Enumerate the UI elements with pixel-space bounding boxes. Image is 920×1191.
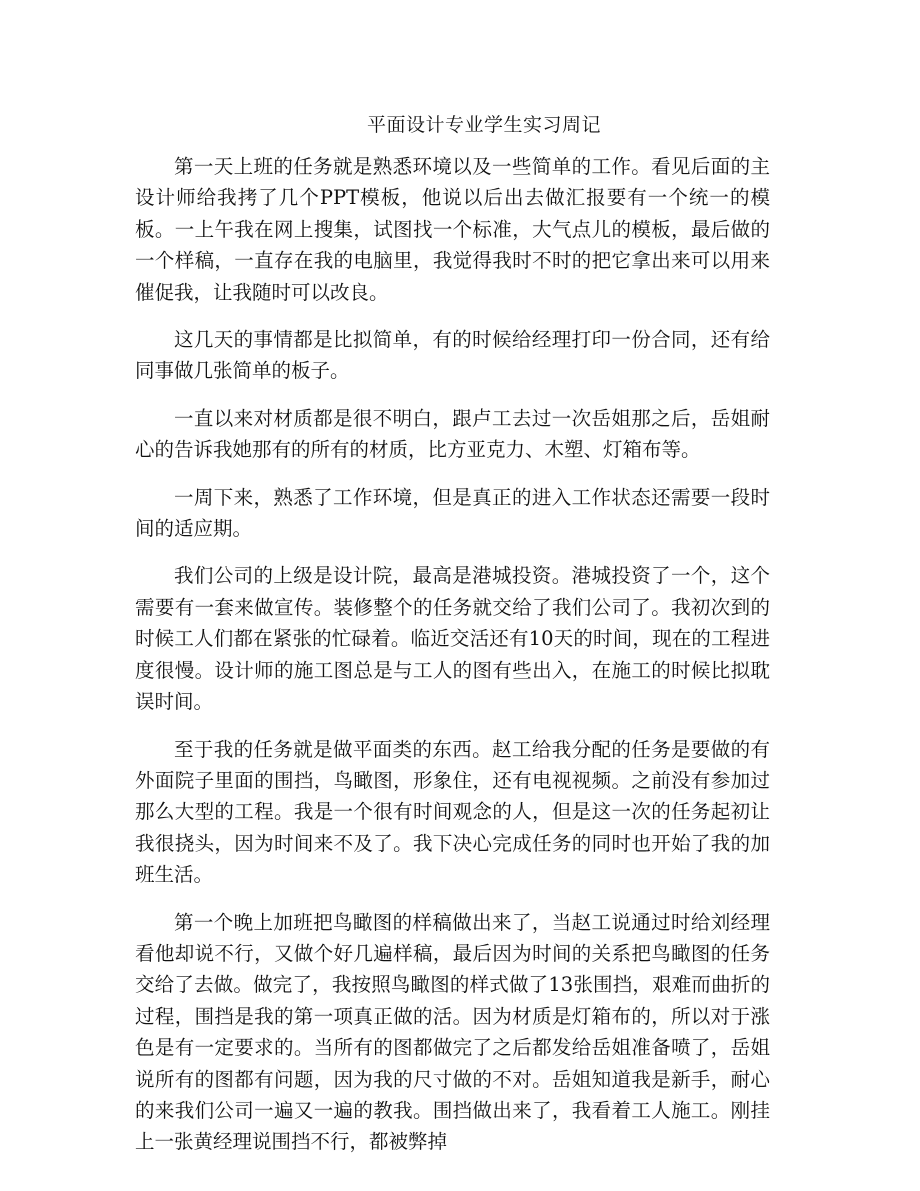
paragraph-6: 至于我的任务就是做平面类的东西。赵工给我分配的任务是要做的有外面院子里面的围挡，鸟瞰图，形象住，还有电视视频。之前没有参加过那么大型的工程。我是一个很有时间观念的人，但是这一次的任务起初让我很挠头，因为时间来不及了。我下决心完成任务的同时也开始了我的加班生活。 (135, 737, 770, 887)
document-body (135, 151, 770, 1174)
paragraph-3: 一直以来对材质都是很不明白，跟卢工去过一次岳姐那之后，岳姐耐心的告诉我她那有的所有的材质，比方亚克力、木塑、灯箱布等。 (135, 406, 770, 462)
paragraph-7: 第一个晚上加班把鸟瞰图的样稿做出来了，当赵工说通过时给刘经理看他却说不行，又做个好几遍样稿，最后因为时间的关系把鸟瞰图的任务交给了去做。做完了，我按照鸟瞰图的样式做了13张围挡，艰难而曲折的过程，围挡是我的第一项真正做的活。因为材质是灯箱布的，所以对于涨色是有一定要求的。当所有的图都做完了之后都发给岳姐准备喷了，岳姐说所有的图都有问题，因为我的尺寸做的不对。岳姐知道我是新手，耐心的来我们公司一遍又一遍的教我。围挡做出来了，我看着工人施工。刚挂上一张黄经理说围挡不行，都被弊掉 (135, 910, 770, 1154)
paragraph-5: 我们公司的上级是设计院，最高是港城投资。港城投资了一个，这个需要有一套来做宣传。装修整个的任务就交给了我们公司了。我初次到的时候工人们都在紧张的忙碌着。临近交活还有10天的时间，现在的工程进度很慢。设计师的施工图总是与工人的图有些出入，在施工的时候比拟耽误时间。 (135, 564, 770, 714)
paragraph-2: 这几天的事情都是比拟简单，有的时候给经理打印一份合同，还有给同事做几张简单的板子。 (135, 328, 770, 383)
paragraph-1: 第一天上班的任务就是熟悉环境以及一些简单的工作。看见后面的主设计师给我拷了几个PPT模板，他说以后出去做汇报要有一个统一的模板。一上午我在网上搜集，试图找一个标准，大气点儿的模板，最后做的一个样稿，一直存在我的电脑里，我觉得我时不时的把它拿出来可以用来催促我，让我随时可以改良。 (135, 155, 770, 304)
paragraph-4: 一周下来，熟悉了工作环境，但是真正的进入工作状态还需要一段时间的适应期。 (135, 485, 770, 541)
document-title: 平面设计专业学生实习周记 (366, 114, 601, 136)
